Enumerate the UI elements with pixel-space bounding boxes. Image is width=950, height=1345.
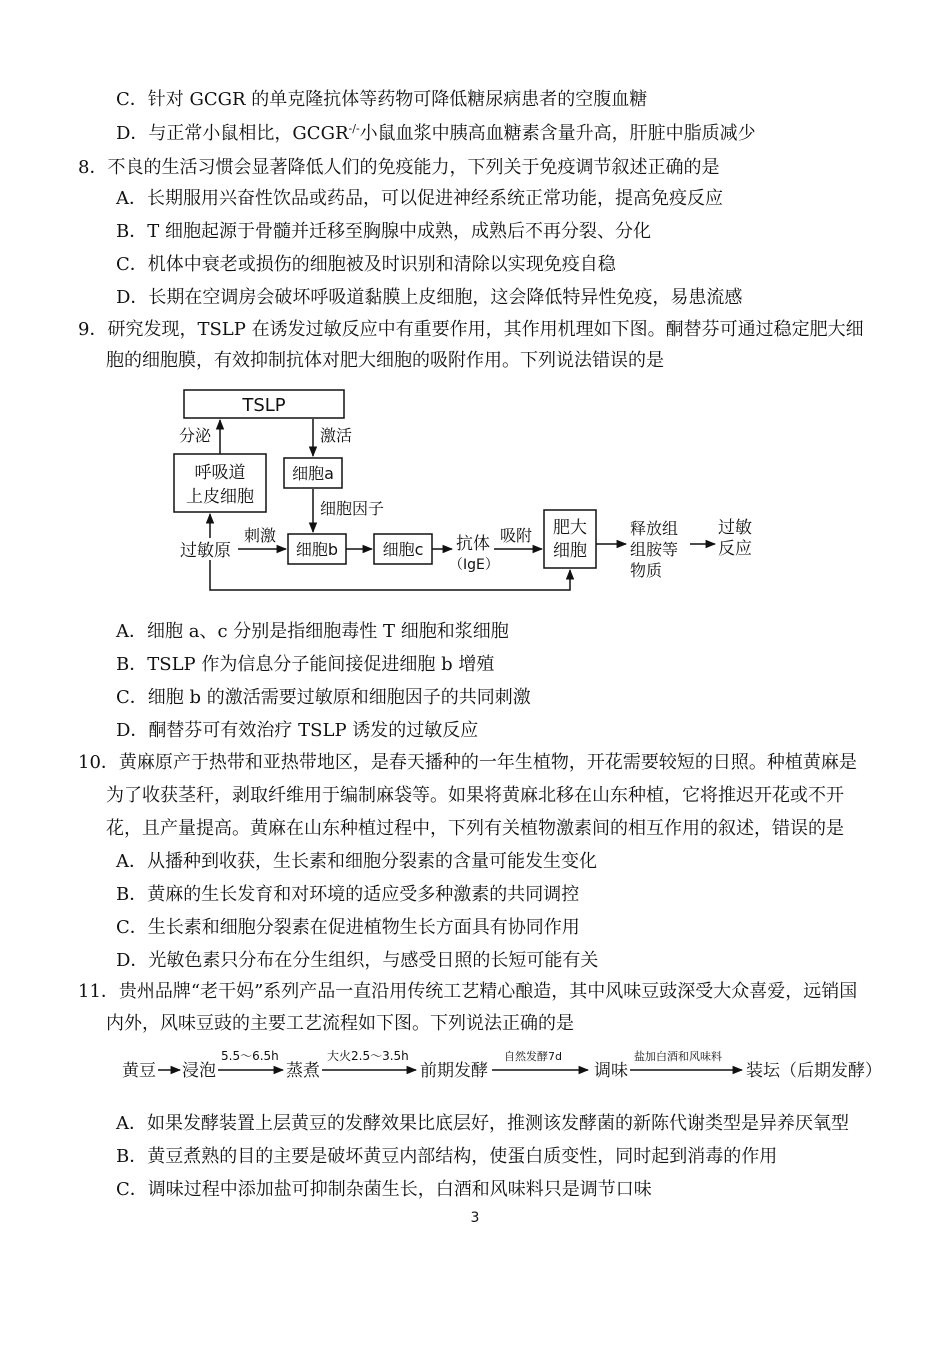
release-label-3: 物质 [630,561,663,580]
q11-option-a: A．如果发酵装置上层黄豆的发酵效果比底层好，推测该发酵菌的新陈代谢类型是异养厌氧型 [116,1113,849,1134]
cell-a-label: 细胞a [292,464,334,483]
q10-option-c: C．生长素和细胞分裂素在促进植物生长方面具有协同作用 [116,917,580,938]
reaction-label-2: 反应 [718,539,752,559]
q8-option-b: B．T 细胞起源于骨髓并迁移至胸腺中成熟，成熟后不再分裂、分化 [116,221,651,242]
ige-label: （IgE） [449,557,499,573]
cytokine-label: 细胞因子 [320,499,385,518]
q10-stem-line2: 为了收获茎秆，剥取纤维用于编制麻袋等。如果将黄麻北移在山东种植，它将推迟开花或不开 [106,785,844,806]
activate-label: 激活 [320,426,353,445]
q10-stem-line3: 花，且产量提高。黄麻在山东种植过程中，下列有关植物激素间的相互作用的叙述，错误的是 [106,818,844,839]
q7-option-d: D．与正常小鼠相比，GCGR-/-小鼠血浆中胰高血糖素含量升高，肝脏中脂质减少 [116,122,756,144]
tslp-mechanism-diagram [170,386,770,606]
allergen-label: 过敏原 [180,541,231,561]
adsorb-label: 吸附 [500,526,533,545]
flow-step-season: 调味 [594,1061,628,1081]
q9-option-b: B．TSLP 作为信息分子能间接促进细胞 b 增殖 [116,654,495,675]
q9-option-a: A．细胞 a、c 分别是指细胞毒性 T 细胞和浆细胞 [116,621,509,642]
q8-option-c: C．机体中衰老或损伤的细胞被及时识别和清除以实现免疫自稳 [116,254,616,275]
q10-option-b: B．黄麻的生长发育和对环境的适应受多种激素的共同调控 [116,884,580,905]
q10-option-a: A．从播种到收获，生长素和细胞分裂素的含量可能发生变化 [116,851,597,872]
antibody-label: 抗体 [456,534,490,554]
flow-step-soybean: 黄豆 [122,1061,156,1081]
q7-option-c: C．针对 GCGR 的单克隆抗体等药物可降低糖尿病患者的空腹血糖 [116,89,648,110]
flow-step-soak: 浸泡 [182,1061,216,1081]
stimulate-label: 刺激 [244,526,277,545]
q9-stem-line1: 9．研究发现，TSLP 在诱发过敏反应中有重要作用，其作用机理如下图。酮替芬可通过稳定肥大细 [78,319,864,340]
page-number: 3 [470,1210,480,1226]
q8-option-d: D．长期在空调房会破坏呼吸道黏膜上皮细胞，这会降低特异性免疫，易患流感 [116,287,743,308]
q9-option-d: D．酮替芬可有效治疗 TSLP 诱发的过敏反应 [116,720,479,741]
reaction-label-1: 过敏 [718,518,752,538]
q9-option-c: C．细胞 b 的激活需要过敏原和细胞因子的共同刺激 [116,687,531,708]
tslp-label: TSLP [242,395,286,416]
q8-stem: 8．不良的生活习惯会显著降低人们的免疫能力，下列关于免疫调节叙述正确的是 [78,157,720,178]
q8-option-a: A．长期服用兴奋性饮品或药品，可以促进神经系统正常功能，提高免疫反应 [116,188,723,209]
svg-text:细胞: 细胞 [553,541,587,561]
q10-option-d: D．光敏色素只分布在分生组织，与感受日照的长短可能有关 [116,950,599,971]
release-label-1: 释放组 [630,519,679,538]
svg-text:呼吸道: 呼吸道 [194,463,246,483]
q11-option-c: C．调味过程中添加盐可抑制杂菌生长，白酒和风味料只是调节口味 [116,1179,652,1200]
svg-text:肥大: 肥大 [553,518,587,538]
flow-step-steam: 蒸煮 [286,1061,320,1081]
secrete-label: 分泌 [179,426,212,445]
flow-step-jar: 装坛（后期发酵） [746,1061,882,1081]
q10-stem-line1: 10．黄麻原产于热带和亚热带地区，是春天播种的一年生植物，开花需要较短的日照。种植黄麻是 [78,752,857,773]
flow-step-early-ferment: 前期发酵 [420,1061,488,1081]
q9-stem-line2: 胞的细胞膜，有效抑制抗体对肥大细胞的吸附作用。下列说法错误的是 [106,350,664,371]
q11-stem-line1: 11．贵州品牌“老干妈”系列产品一直沿用传统工艺精心酿造，其中风味豆豉深受大众喜爱，远销国 [78,981,858,1002]
flow-label-natural-ferment: 自然发酵7d [504,1050,562,1063]
doubanjiang-process-flow [120,1044,890,1084]
flow-label-steam-time: 大火2.5～3.5h [327,1049,409,1063]
cell-c-label: 细胞c [382,540,424,559]
svg-text:上皮细胞: 上皮细胞 [186,487,254,507]
q11-option-b: B．黄豆煮熟的目的主要是破坏黄豆内部结构，使蛋白质变性，同时起到消毒的作用 [116,1146,778,1167]
flow-label-seasoning: 盐加白酒和风味料 [634,1050,722,1063]
flow-label-soak-time: 5.5～6.5h [221,1049,279,1063]
release-label-2: 组胺等 [630,540,679,559]
q11-stem-line2: 内外，风味豆豉的主要工艺流程如下图。下列说法正确的是 [106,1013,574,1034]
cell-b-label: 细胞b [295,540,339,559]
